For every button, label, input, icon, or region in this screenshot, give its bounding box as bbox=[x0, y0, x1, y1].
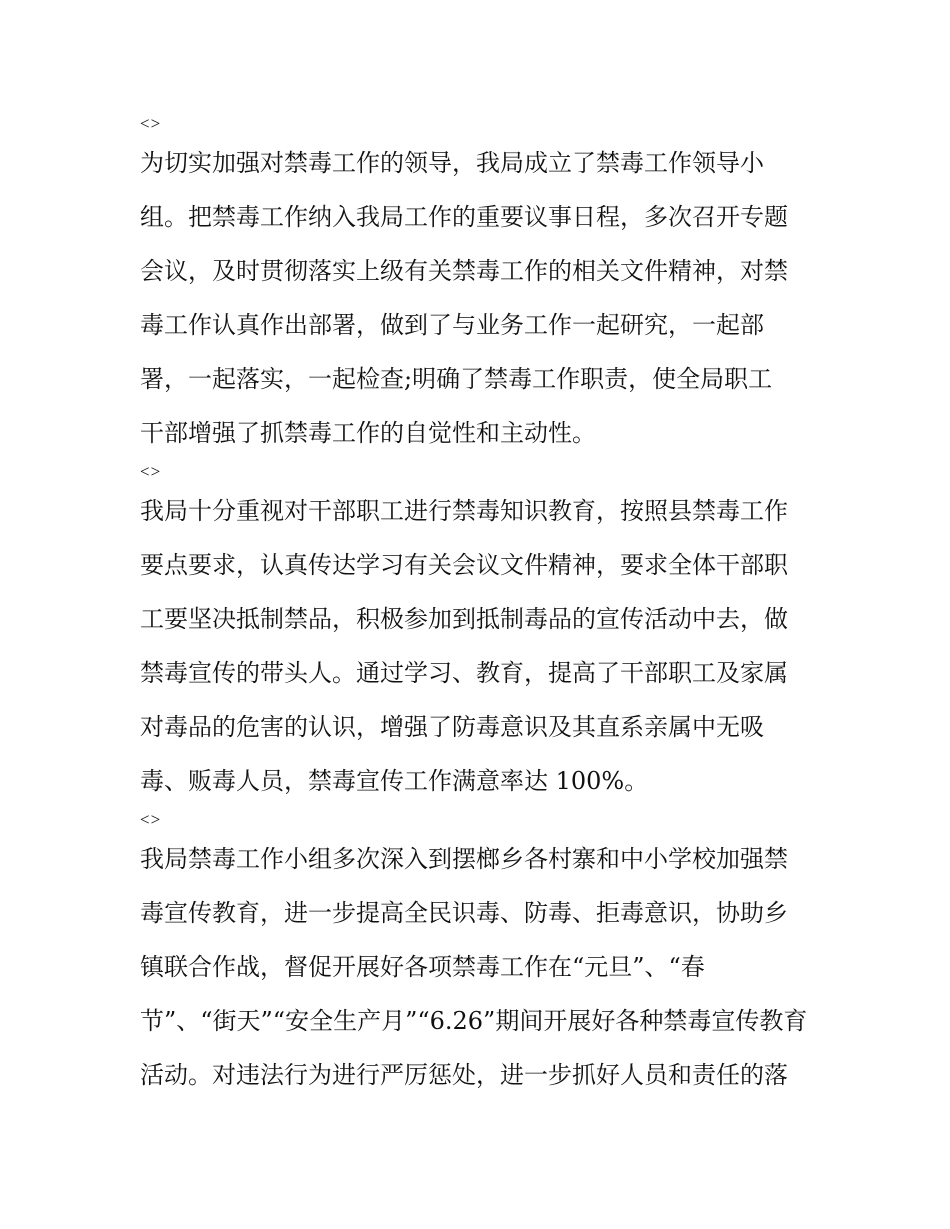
paragraph-line: 毒工作认真作出部署，做到了与业务工作一起研究，一起部 bbox=[140, 311, 764, 339]
paragraph-line: 干部增强了抓禁毒工作的自觉性和主动性。 bbox=[140, 419, 596, 447]
paragraph-line: 署，一起落实，一起检查;明确了禁毒工作职责，使全局职工 bbox=[140, 365, 773, 393]
paragraph-line: 禁毒宣传的带头人。通过学习、教育，提高了干部职工及家属 bbox=[140, 659, 788, 687]
paragraph-line: 工要坚决抵制禁品，积极参加到抵制毒品的宣传活动中去，做 bbox=[140, 605, 788, 633]
paragraph-line: 为切实加强对禁毒工作的领导，我局成立了禁毒工作领导小 bbox=[140, 149, 764, 177]
section-marker: <> bbox=[140, 810, 162, 829]
paragraph-line: 活动。对违法行为进行严厉惩处，进一步抓好人员和责任的落 bbox=[140, 1061, 788, 1089]
paragraph-line: 我局十分重视对干部职工进行禁毒知识教育，按照县禁毒工作 bbox=[140, 497, 788, 525]
paragraph-line: 毒、贩毒人员，禁毒宣传工作满意率达 100%。 bbox=[140, 767, 649, 795]
paragraph-line: 要点要求，认真传达学习有关会议文件精神，要求全体干部职 bbox=[140, 551, 788, 579]
section-marker: <> bbox=[140, 114, 162, 133]
section-marker: <> bbox=[140, 462, 162, 481]
paragraph-line: 毒宣传教育，进一步提高全民识毒、防毒、拒毒意识，协助乡 bbox=[140, 899, 788, 927]
paragraph-line: 会议，及时贯彻落实上级有关禁毒工作的相关文件精神，对禁 bbox=[140, 257, 788, 285]
paragraph-line: 节”、“街天”“安全生产月”“6.26”期间开展好各种禁毒宣传教育 bbox=[140, 1007, 808, 1035]
paragraph-line: 对毒品的危害的认识，增强了防毒意识及其直系亲属中无吸 bbox=[140, 713, 764, 741]
paragraph-line: 我局禁毒工作小组多次深入到摆榔乡各村寨和中小学校加强禁 bbox=[140, 845, 788, 873]
paragraph-line: 镇联合作战，督促开展好各项禁毒工作在“元旦”、“春 bbox=[140, 953, 705, 981]
paragraph-leadership bbox=[140, 136, 820, 460]
document-body bbox=[140, 112, 820, 1102]
paragraph-line: 组。把禁毒工作纳入我局工作的重要议事日程，多次召开专题 bbox=[140, 203, 788, 231]
paragraph-outreach bbox=[140, 832, 820, 1102]
paragraph-education bbox=[140, 484, 820, 808]
